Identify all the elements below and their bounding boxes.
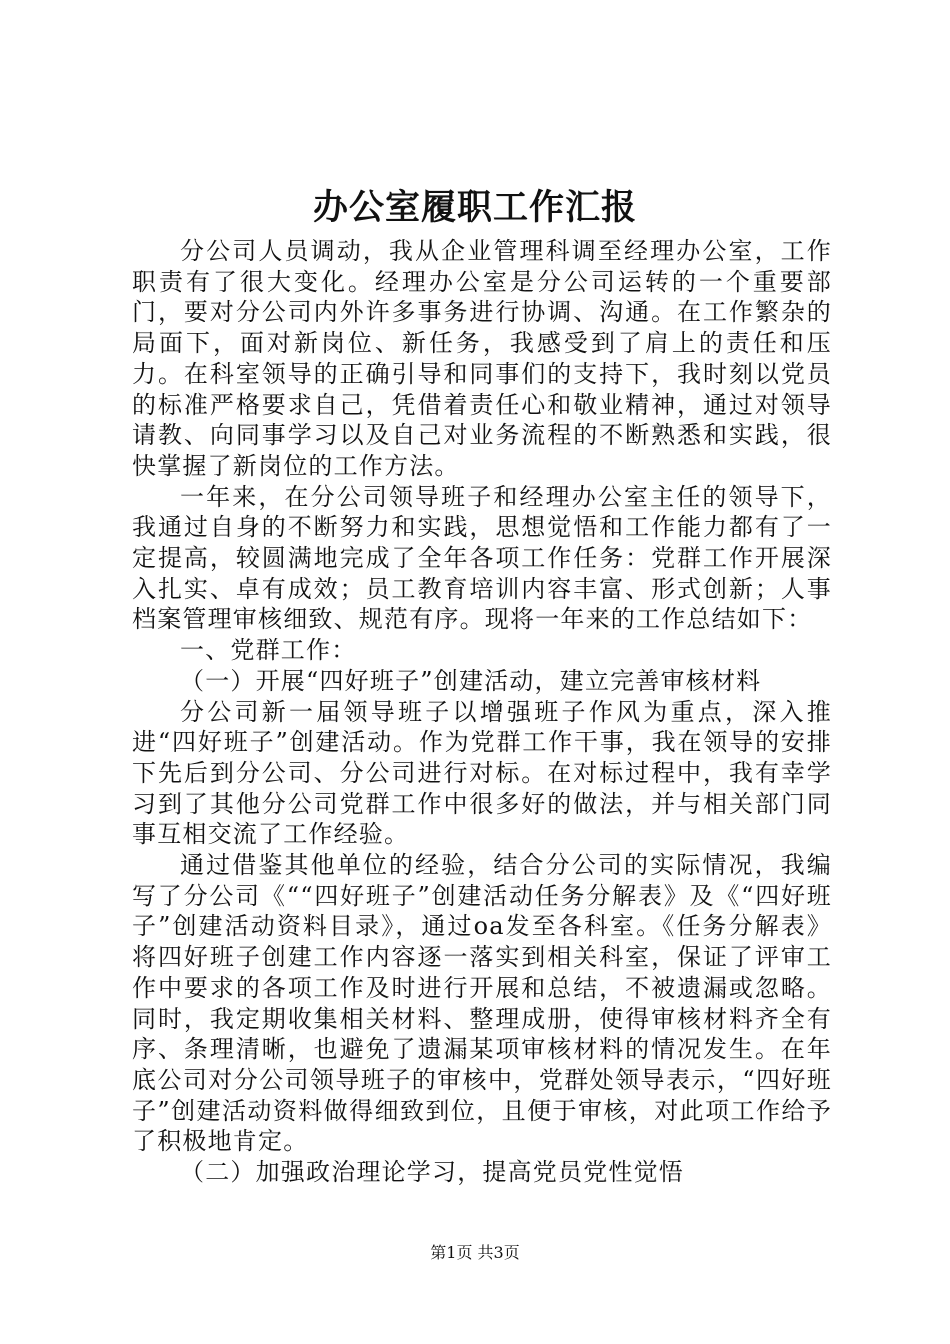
paragraph: 一年来，在分公司领导班子和经理办公室主任的领导下，我通过自身的不断努力和实践，思想觉悟和工作能力都有了一定提高，较圆满地完成了全年各项工作任务：党群工作开展深入扎实、卓有成效；员工教育培训内容丰富、形式创新；人事档案管理审核细致、规范有序。现将一年来的工作总结如下： bbox=[132, 482, 832, 634]
paragraph: 通过借鉴其他单位的经验，结合分公司的实际情况，我编写了分公司《““四好班子”创建活动任务分解表》及《“四好班子”创建活动资料目录》，通过oa发至各科室。《任务分解表》将四好班子创建工作内容逐一落实到相关科室，保证了评审工作中要求的各项工作及时进行开展和总结，不被遗漏或忽略。同时，我定期收集相关材料、整理成册，使得审核材料齐全有序、条理清晰，也避免了遗漏某项审核材料的情况发生。在年底公司对分公司领导班子的审核中，党群处领导表示，“四好班子”创建活动资料做得细致到位，且便于审核，对此项工作给予了积极地肯定。 bbox=[132, 851, 832, 1156]
section-heading: 一、党群工作： bbox=[180, 636, 357, 665]
page-footer: 第1页 共3页 bbox=[430, 1243, 520, 1262]
subsection-heading: （二）加强政治理论学习，提高党员党性觉悟 bbox=[180, 1158, 684, 1187]
paragraph: 分公司新一届领导班子以增强班子作风为重点，深入推进“四好班子”创建活动。作为党群工作干事，我在领导的安排下先后到分公司、分公司进行对标。在对标过程中，我有幸学习到了其他分公司党群工作中很多好的做法，并与相关部门同事互相交流了工作经验。 bbox=[132, 697, 832, 849]
document-title: 办公室履职工作汇报 bbox=[312, 187, 637, 228]
paragraph: 分公司人员调动，我从企业管理科调至经理办公室，工作职责有了很大变化。经理办公室是分公司运转的一个重要部门，要对分公司内外许多事务进行协调、沟通。在工作繁杂的局面下，面对新岗位、新任务，我感受到了肩上的责任和压力。在科室领导的正确引导和同事们的支持下，我时刻以党员的标准严格要求自己，凭借着责任心和敬业精神，通过对领导请教、向同事学习以及自己对业务流程的不断熟悉和实践，很快掌握了新岗位的工作方法。 bbox=[132, 237, 832, 480]
document-body bbox=[132, 236, 832, 1188]
subsection-heading: （一）开展“四好班子”创建活动，建立完善审核材料 bbox=[180, 666, 762, 695]
